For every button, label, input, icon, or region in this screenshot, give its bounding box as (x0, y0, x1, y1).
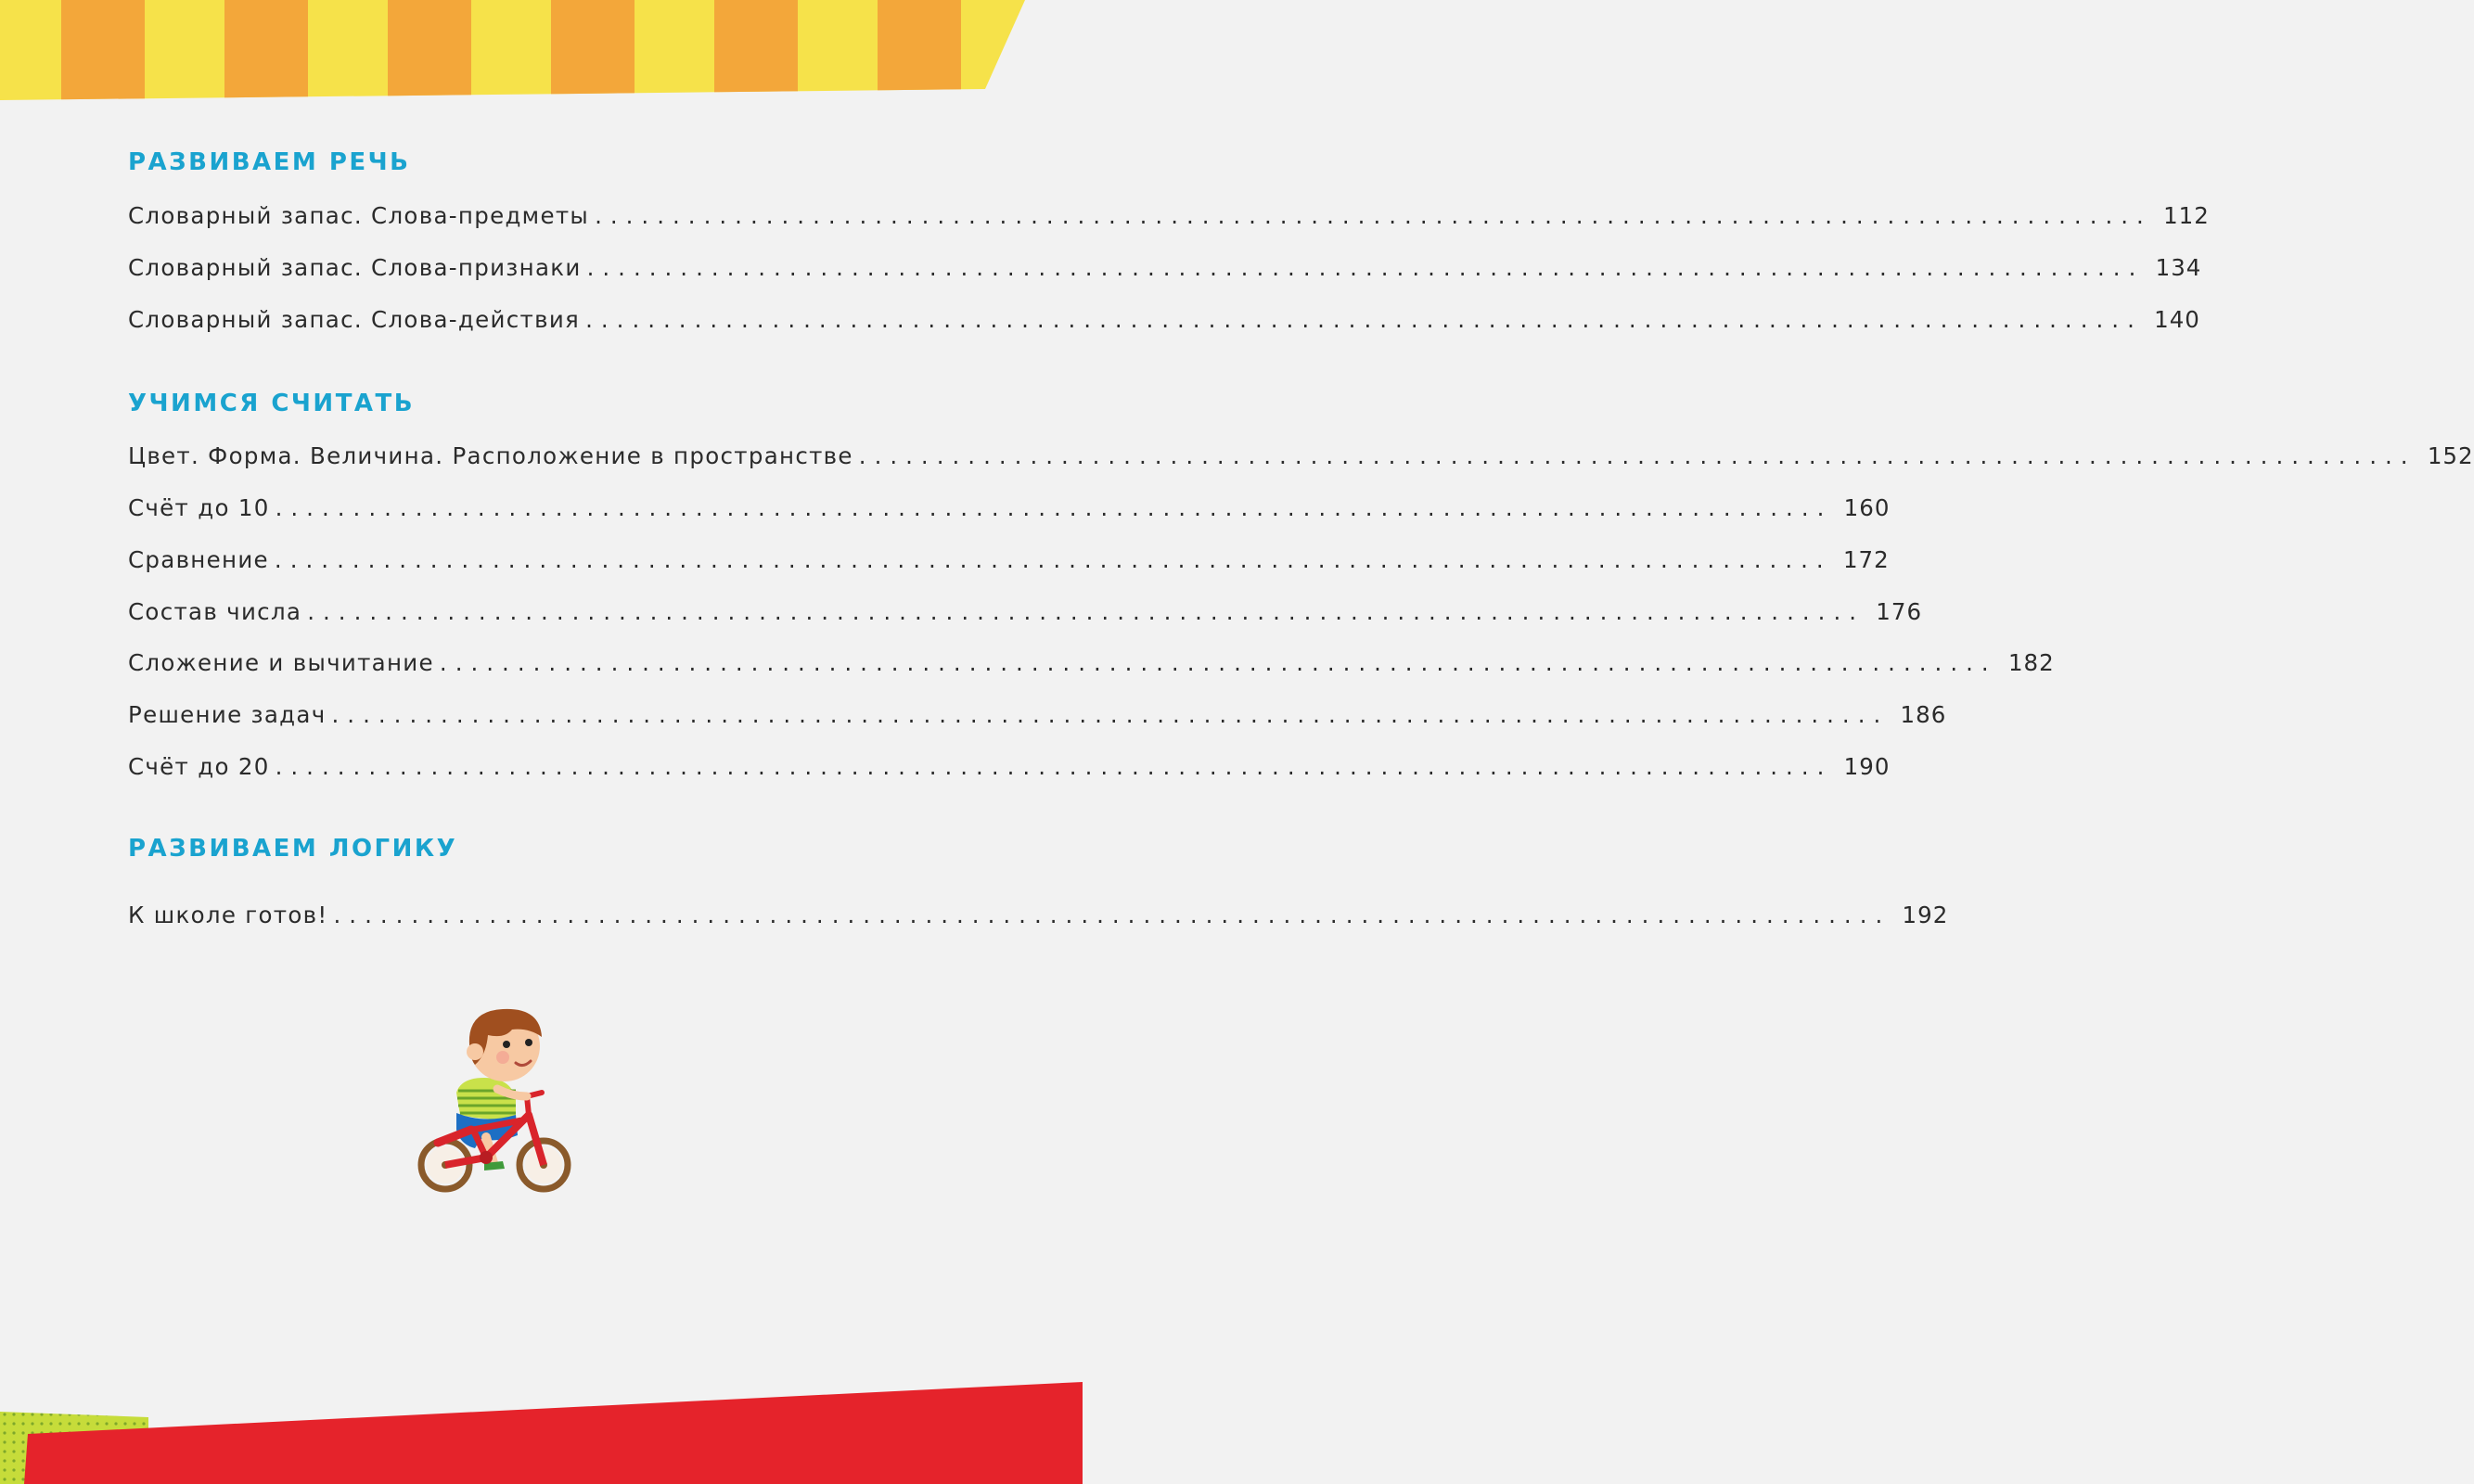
toc-entry-label: Счёт до 20 (128, 753, 270, 780)
toc-entry-label: Счёт до 10 (128, 494, 270, 521)
toc-entry[interactable] (128, 254, 2202, 286)
toc-entry-label: Цвет. Форма. Величина. Расположение в пространстве (128, 442, 853, 469)
dot-leader: .................................................................................................... (333, 902, 1891, 928)
toc-entry-label: Сравнение (128, 546, 269, 573)
section-title-speech: РАЗВИВАЕМ РЕЧЬ (128, 148, 411, 176)
dot-leader: .................................................................................................... (275, 494, 1833, 521)
toc-entry-label: Словарный запас. Слова-предметы (128, 202, 590, 229)
toc-entry-page: 176 (1876, 598, 1923, 625)
dot-leader: .................................................................................................... (275, 753, 1833, 780)
dot-leader: .................................................................................................... (439, 649, 1997, 676)
toc-entry[interactable] (128, 598, 1923, 630)
toc-entry-label: Словарный запас. Слова-признаки (128, 254, 582, 281)
dot-leader: .................................................................................................... (586, 254, 2145, 281)
toc-entry[interactable] (128, 701, 1947, 733)
toc-entry-page: 112 (2163, 202, 2210, 229)
dot-leader: .................................................................................................... (331, 701, 1890, 728)
section-title-counting: УЧИМСЯ СЧИТАТЬ (128, 390, 416, 417)
toc-entry-page: 134 (2155, 254, 2202, 281)
bottom-decor-band (0, 1373, 1083, 1484)
toc-entry-page: 190 (1843, 753, 1891, 780)
toc-entry-label: Сложение и вычитание (128, 649, 434, 676)
toc-entry-page: 160 (1843, 494, 1891, 521)
toc-entry[interactable] (128, 494, 1891, 526)
toc-entry-page: 140 (2154, 306, 2200, 333)
toc-entry[interactable] (128, 753, 1891, 785)
toc-entry[interactable] (128, 306, 2200, 338)
top-stripe-band (0, 0, 1083, 102)
section-title-logic: РАЗВИВАЕМ ЛОГИКУ (128, 835, 458, 863)
dot-leader: .................................................................................................... (585, 306, 2143, 333)
toc-entry-page: 182 (2007, 649, 2055, 676)
dot-leader: .................................................................................................... (274, 546, 1832, 573)
toc-entry[interactable] (128, 202, 2210, 234)
toc-entry-label: Решение задач (128, 701, 327, 728)
dot-leader: .................................................................................................... (595, 202, 2152, 229)
dot-leader: .................................................................................................... (858, 442, 2416, 469)
toc-entry-page: 186 (1900, 701, 1947, 728)
toc-entry[interactable] (128, 546, 1890, 578)
dot-leader: .................................................................................................... (307, 598, 1865, 625)
toc-entry[interactable] (128, 649, 2055, 681)
toc-entry-page: 172 (1842, 546, 1890, 573)
toc-entry-page: 192 (1902, 902, 1949, 928)
toc-entry-label: Словарный запас. Слова-действия (128, 306, 581, 333)
toc-entry-label: Состав числа (128, 598, 302, 625)
boy-on-bicycle-icon (419, 1000, 590, 1198)
toc-entry-page: 152 (2427, 442, 2474, 469)
toc-entry[interactable] (128, 902, 1949, 933)
toc-entry[interactable] (128, 442, 2474, 474)
toc-entry-label: К школе готов! (128, 902, 328, 928)
